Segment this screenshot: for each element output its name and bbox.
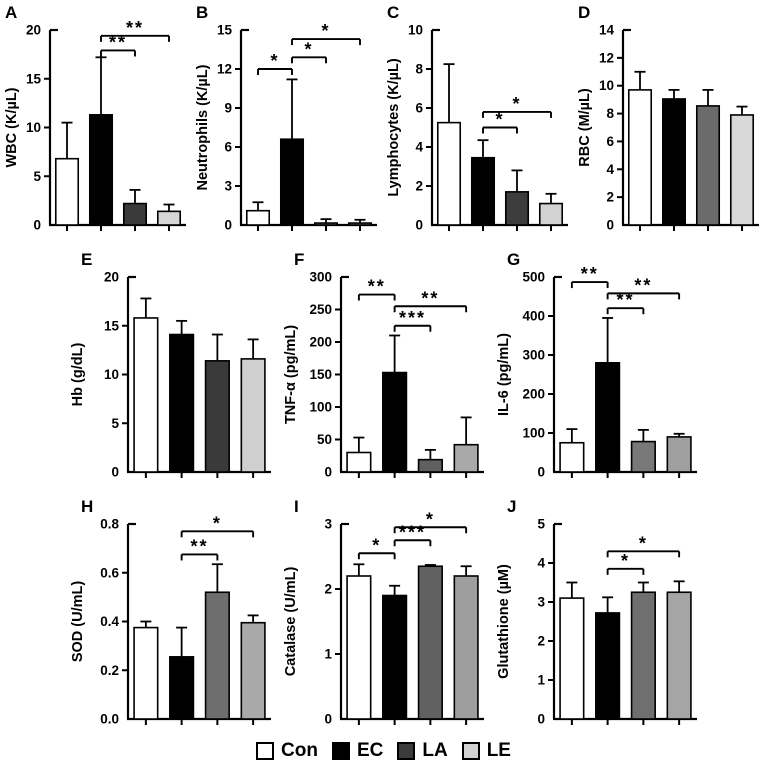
y-tick-label: 150 — [309, 367, 332, 382]
panel-row-1 — [0, 0, 767, 247]
y-axis-title: Catalase (U/mL) — [283, 566, 299, 677]
bar-EC — [170, 657, 194, 719]
y-tick-label: 10 — [598, 78, 614, 94]
y-tick-label: 8 — [606, 106, 614, 122]
bar-Con — [438, 123, 460, 225]
sig-stars: * — [212, 513, 222, 534]
bar-LA — [632, 442, 656, 472]
panel-label-A: A — [5, 3, 18, 22]
legend-item-LE — [462, 740, 511, 762]
y-tick-label: 5 — [537, 516, 545, 532]
y-tick-label: 12 — [216, 61, 232, 77]
y-tick-label: 14 — [598, 22, 614, 38]
y-axis-title: TNF-α (pg/mL) — [283, 324, 299, 425]
panel-E — [64, 247, 277, 494]
legend-swatch-EC — [332, 742, 350, 760]
bar-LA — [206, 592, 230, 719]
bar-EC — [472, 158, 494, 225]
y-tick-label: 300 — [522, 347, 545, 363]
bar-LA — [697, 106, 719, 225]
legend-label: LE — [486, 740, 511, 761]
bar-LA — [315, 223, 337, 225]
sig-stars: *** — [398, 307, 427, 328]
y-tick-label: 1 — [324, 646, 332, 662]
panel-G — [490, 247, 703, 494]
y-tick-label: 20 — [103, 269, 119, 285]
y-tick-label: 9 — [224, 100, 232, 116]
sig-stars: * — [638, 533, 648, 554]
panel-C — [384, 0, 574, 247]
y-tick-label: 8 — [415, 61, 423, 77]
panel-B — [193, 0, 383, 247]
sig-stars: ** — [580, 264, 599, 285]
y-tick-label: 5 — [33, 168, 41, 184]
y-tick-label: 0 — [224, 217, 232, 233]
bar-EC — [90, 115, 112, 225]
legend-swatch-Con — [256, 742, 274, 760]
sig-stars: * — [495, 109, 505, 130]
y-tick-label: 10 — [103, 367, 119, 382]
panel-row-2 — [64, 247, 703, 494]
sig-stars: * — [372, 535, 382, 556]
y-tick-label: 200 — [309, 334, 332, 350]
panel-J — [490, 494, 703, 741]
legend-item-EC — [332, 740, 383, 762]
bar-LA — [419, 566, 443, 719]
y-axis-title: Glutathione (µM) — [496, 564, 512, 679]
y-tick-label: 15 — [216, 22, 232, 38]
panel-label-D: D — [578, 3, 591, 22]
bar-Con — [560, 598, 584, 719]
y-tick-label: 300 — [309, 269, 332, 285]
y-tick-label: 2 — [606, 189, 614, 205]
y-tick-label: 0.4 — [100, 614, 119, 629]
y-tick-label: 250 — [309, 302, 332, 317]
y-tick-label: 0.0 — [100, 711, 119, 727]
y-tick-label: 5 — [111, 415, 119, 431]
bar-Con — [134, 318, 158, 472]
panel-row-3 — [64, 494, 703, 741]
bar-LE — [454, 445, 478, 472]
y-tick-label: 3 — [324, 516, 332, 532]
bar-LE — [454, 576, 478, 719]
y-tick-label: 0 — [537, 464, 545, 480]
y-tick-label: 0 — [33, 217, 41, 233]
bar-LE — [349, 223, 371, 225]
y-tick-label: 4 — [415, 139, 423, 155]
y-tick-label: 2 — [537, 633, 545, 649]
bar-LA — [206, 361, 230, 472]
panel-D — [575, 0, 765, 247]
bar-EC — [281, 139, 303, 225]
bar-EC — [596, 363, 620, 472]
legend-item-LA — [397, 740, 447, 762]
sig-stars: * — [425, 509, 435, 530]
bar-EC — [383, 373, 407, 472]
bar-Con — [347, 576, 371, 719]
sig-stars: ** — [421, 288, 440, 309]
sig-stars: * — [270, 51, 280, 71]
y-tick-label: 6 — [224, 139, 232, 155]
y-axis-title: Hb (g/dL) — [70, 342, 86, 407]
bar-LE — [241, 359, 265, 472]
y-tick-label: 0 — [537, 711, 545, 727]
bar-Con — [560, 443, 584, 472]
y-tick-label: 50 — [316, 432, 332, 447]
sig-stars: ** — [125, 17, 145, 38]
panel-label-J: J — [507, 497, 517, 516]
y-axis-title: Neutrophils (K/µL) — [195, 64, 211, 191]
y-tick-label: 15 — [25, 71, 41, 87]
y-tick-label: 0 — [606, 217, 614, 233]
panel-I — [277, 494, 490, 741]
sig-stars: * — [304, 39, 314, 60]
panel-label-B: B — [196, 3, 209, 22]
bar-Con — [56, 159, 78, 225]
legend-label: Con — [281, 740, 318, 761]
sig-stars: ** — [108, 32, 128, 53]
y-tick-label: 10 — [407, 22, 423, 38]
y-tick-label: 15 — [103, 318, 119, 334]
sig-stars: *** — [398, 522, 427, 543]
bar-LE — [241, 623, 265, 719]
y-tick-label: 10 — [25, 120, 41, 135]
y-tick-label: 500 — [522, 269, 545, 285]
y-tick-label: 3 — [537, 594, 545, 610]
sig-stars: * — [620, 550, 631, 571]
bar-LE — [667, 437, 691, 472]
y-tick-label: 2 — [415, 178, 423, 194]
panel-label-F: F — [294, 250, 305, 269]
bar-Con — [247, 211, 269, 225]
bar-LA — [419, 460, 443, 472]
bar-EC — [170, 335, 194, 472]
y-tick-label: 0 — [324, 711, 332, 727]
sig-stars: ** — [367, 276, 386, 297]
bar-Con — [134, 628, 158, 719]
y-tick-label: 400 — [522, 308, 545, 324]
panel-label-G: G — [507, 250, 521, 269]
y-tick-label: 20 — [25, 22, 41, 38]
bar-EC — [663, 99, 685, 225]
y-tick-label: 2 — [324, 581, 332, 597]
y-tick-label: 6 — [606, 133, 614, 149]
legend — [256, 737, 511, 765]
bar-EC — [383, 596, 407, 720]
panel-F — [277, 247, 490, 494]
legend-swatch-LA — [397, 742, 415, 760]
legend-swatch-LE — [462, 742, 480, 760]
bar-LA — [506, 192, 528, 225]
panel-label-C: C — [387, 3, 400, 22]
legend-label: EC — [356, 740, 384, 761]
bar-EC — [596, 613, 620, 719]
y-tick-label: 6 — [415, 100, 423, 116]
bar-LE — [731, 115, 753, 225]
y-tick-label: 200 — [522, 386, 545, 402]
panel-label-E: E — [81, 250, 93, 269]
sig-stars: ** — [190, 536, 209, 557]
y-tick-label: 4 — [606, 161, 614, 177]
y-axis-title: SOD (U/mL) — [70, 580, 86, 663]
bar-Con — [347, 453, 371, 473]
bar-LA — [632, 592, 656, 719]
bar-Con — [629, 90, 651, 225]
y-tick-label: 0 — [111, 464, 119, 480]
sig-stars: * — [321, 21, 331, 42]
y-tick-label: 0.8 — [100, 516, 119, 532]
bar-LE — [158, 211, 180, 225]
y-tick-label: 4 — [537, 555, 545, 571]
y-axis-title: WBC (K/µL) — [4, 87, 20, 168]
y-tick-label: 0.2 — [100, 662, 119, 678]
sig-stars: ** — [634, 275, 653, 296]
sig-stars: ** — [616, 290, 635, 311]
legend-item-Con — [256, 740, 318, 762]
panel-A — [2, 0, 192, 247]
bar-LA — [124, 204, 146, 225]
y-axis-title: Lymphocytes (K/µL) — [386, 58, 402, 197]
y-axis-title: RBC (M/µL) — [577, 88, 593, 167]
y-tick-label: 3 — [224, 178, 232, 194]
y-tick-label: 12 — [598, 50, 614, 66]
y-axis-title: IL-6 (pg/mL) — [496, 333, 512, 416]
y-tick-label: 100 — [309, 399, 332, 415]
panel-label-I: I — [294, 497, 299, 516]
y-tick-label: 100 — [522, 425, 545, 441]
y-tick-label: 0 — [415, 217, 423, 233]
legend-label: LA — [422, 740, 448, 761]
y-tick-label: 0 — [324, 464, 332, 480]
panel-H — [64, 494, 277, 741]
bar-LE — [667, 592, 691, 719]
y-tick-label: 0.6 — [100, 565, 119, 581]
sig-stars: * — [512, 93, 522, 114]
panel-label-H: H — [81, 497, 94, 516]
bar-LE — [540, 204, 562, 225]
y-tick-label: 1 — [537, 672, 545, 688]
